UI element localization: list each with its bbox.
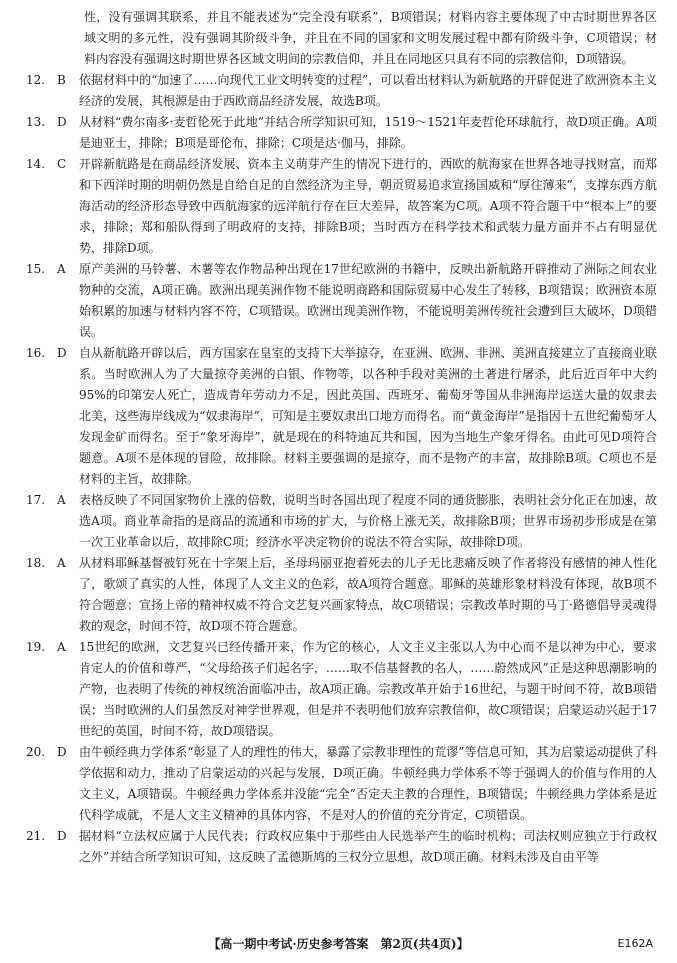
answer-letter: A [57, 262, 66, 276]
question-number: 13. [26, 115, 46, 129]
answer-letter: A [57, 493, 66, 507]
answer-explanation: 表格反映了不同国家物价上涨的倍数，说明当时各国出现了程度不同的通货膨胀，表明社会分化正在加速，故选A项。商业革命指的是商品的流通和市场的扩大，与价格上涨无关，故排除B项；世界市场初步形成是在第一次工业革命以后，故排除C项；经济水平决定物价的说法不符合实际，故排除D项。 [79, 493, 657, 549]
intro-paragraph: 性，没有强调其联系，并且不能表述为“完全没有联系”，B项错误；材料内容主要体现了中古时期世界各区域文明的多元性，没有强调其阶级斗争，并且在不同的国家和文明发展过程中都有阶级斗争，C项错误；材料内容没有强调这时期世界各区域文明间的宗教信仰，并且在同地区只具有不同的宗教信仰，D项错误。 [84, 10, 657, 66]
answer-explanation: 15世纪的欧洲，文艺复兴已经传播开来，作为它的核心，人文主义主张以人为中心而不是以神为中心，要求肯定人的价值和尊严，“父母给孩子们起名字，……取不信基督教的名人，……蔚然成风”正是这种思潮影响的产物，也表明了传统的神权统治面临冲击，故A项正确。宗教改革开始于16世纪，与题干时间不符，故B项错误；当时欧洲的人们虽然反对神学世界观，但是并不表明他们放弃宗教信仰，故C项错误；启蒙运动兴起于17世纪的英国，时间不符，故D项错误。 [79, 640, 657, 738]
answer-explanation: 开辟新航路是在商品经济发展、资本主义萌芽产生的情况下进行的，西欧的航海家在世界各地寻找财富，而郑和下西洋时期的明朝仍然是自给自足的自然经济为主导，朝贡贸易追求宣扬国威和“厚往薄来”，支撑东西方航海活动的经济形态导致中西航海家的远洋航行存在巨大差异，故答案为C项。A项不符合题干中“根本上”的要求，排除；郑和船队得到了明政府的支持，排除B项；当时西方在科学技术和武装力量方面并不占有明显优势，排除D项。 [79, 157, 657, 255]
footer-code: E162A [617, 937, 653, 950]
answer-item [20, 154, 657, 259]
answer-explanation: 由牛顿经典力学体系“彰显了人的理性的伟大，暴露了宗教非理性的荒谬”等信息可知，其为启蒙运动提供了科学依据和动力，推动了启蒙运动的兴起与发展，D项正确。牛顿经典力学体系不等于强调人的价值与作用的人文主义，A项错误。牛顿经典力学体系并没能“完全”否定天主教的合理性，B项错误；牛顿经典力学体系是近代科学成就，不是人文主义精神的具体内容，不是对人的价值的充分肯定，C项错误。 [79, 745, 657, 822]
answer-explanation: 从材料耶稣基督被钉死在十字架上后，圣母玛丽亚抱着死去的儿子无比悲痛反映了作者将没有感情的神人性化了，歌颂了真实的人性，体现了人文主义的色彩，故A项符合题意。耶稣的英雄形象材料没有体现，故B项不符合题意；宣扬上帝的精神权威不符合文艺复兴画家特点，故C项错误；宗教改革时期的马丁·路德倡导灵魂得救的观念，时间不符，故D项不符合题意。 [79, 556, 657, 633]
answer-item [20, 490, 657, 553]
answer-item [20, 553, 657, 637]
answer-item [20, 742, 657, 826]
answer-explanation: 依据材料中的“加速了……向现代工业文明转变的过程”，可以看出材料认为新航路的开辟促进了欧洲资本主义经济的发展，其根源是由于西欧商品经济发展，故选B项。 [79, 73, 657, 108]
answer-letter: D [57, 115, 67, 129]
answer-explanation: 自从新航路开辟以后，西方国家在皇室的支持下大举掠夺，在亚洲、欧洲、非洲、美洲直接建立了直接商业联系。当时欧洲人为了大量掠夺美洲的白银、作物等，以各种手段对美洲的土著进行屠杀，此后近百年中大约95%的印第安人死亡，造成青年劳动力不足，因此英国、西班牙、葡萄牙等国从非洲海岸运送大量的奴隶去北美，这些海岸线成为“奴隶海岸”，可知是主要奴隶出口地方而得名。而“黄金海岸”是指因十五世纪葡萄牙人发现金矿而得名。至于“象牙海岸”，就是现在的科特迪瓦共和国，因为当地生产象牙得名。由此可见D项符合题意。A项不是体现的冒险，故排除。材料主要强调的是掠夺，而不是物产的丰富，故排除B项。C项也不是材料的主旨，故排除。 [79, 346, 657, 486]
question-number: 15. [26, 262, 46, 276]
answer-explanation: 原产美洲的马铃薯、木薯等农作物品种出现在17世纪欧洲的书籍中，反映出新航路开辟推动了洲际之间农业物种的交流，A项正确。欧洲出现美洲作物不能说明商路和国际贸易中心发生了转移，B项错误；欧洲资本原始积累的加速与材料内容不符，C项错误。欧洲出现美洲作物，不能说明美洲传统社会遭到巨大破坏，D项错误。 [79, 262, 657, 339]
answer-item [20, 343, 657, 490]
answer-explanation: 从材料“费尔南多·麦哲伦死于此地”并结合所学知识可知，1519～1521年麦哲伦环球航行，故D项正确。A项是迪亚士，排除；B项是哥伦布，排除；C项是达·伽马，排除。 [79, 115, 657, 150]
page-footer [0, 934, 677, 954]
question-number: 14. [26, 157, 46, 171]
question-number: 21. [26, 829, 46, 843]
question-number: 12. [26, 73, 46, 87]
question-number: 20. [26, 745, 46, 759]
answer-letter: C [57, 157, 67, 171]
answer-item [20, 70, 657, 112]
answer-list [20, 70, 657, 868]
answer-letter: D [57, 829, 67, 843]
answer-item [20, 637, 657, 742]
question-number: 18. [26, 556, 46, 570]
question-number: 17. [26, 493, 46, 507]
answer-letter: D [57, 745, 67, 759]
question-number: 19. [26, 640, 46, 654]
answer-item [20, 826, 657, 868]
answer-item [20, 112, 657, 154]
footer-title: 【高一期中考试·历史参考答案 第2页(共4页)】 [208, 937, 469, 951]
answer-letter: A [57, 556, 66, 570]
answer-item [20, 259, 657, 343]
question-number: 16. [26, 346, 46, 360]
answer-letter: A [57, 640, 66, 654]
answer-explanation: 据材料“立法权应属于人民代表；行政权应集中于那些由人民选举产生的临时机构；司法权则应独立于行政权之外”并结合所学知识可知，这反映了孟德斯鸠的三权分立思想，故D项正确。材料未涉及自由平等 [79, 829, 657, 864]
answer-letter: D [57, 346, 67, 360]
answer-letter: B [57, 73, 66, 87]
